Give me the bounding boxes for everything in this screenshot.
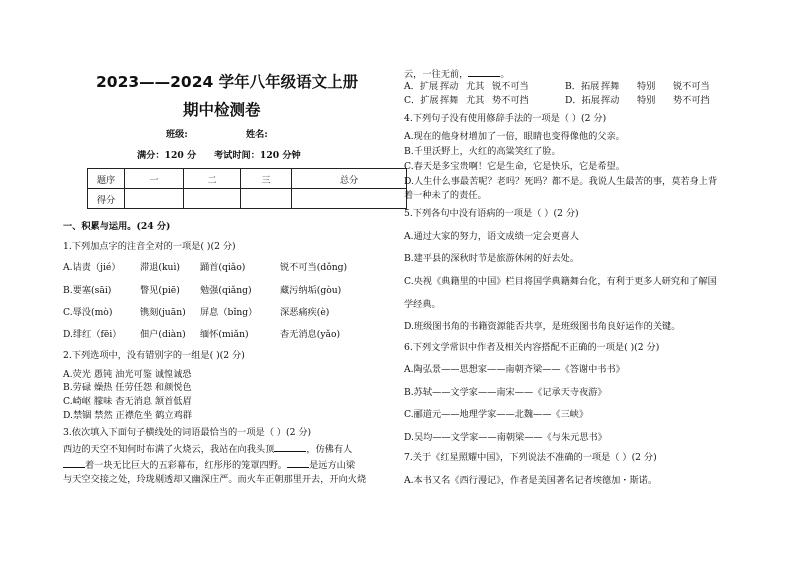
question-option: A.通过大家的努力，语文成绩一定会更喜人 (404, 231, 579, 242)
question-option (565, 81, 710, 93)
option-term: 锐不可当 (673, 81, 710, 92)
question-stem: 3.依次填入下面句子横线处的词语最恰当的一项是（ ）(2 分) (63, 427, 312, 438)
question-option: B.建平县的深秋时节是旅游休闲的好去处。 (404, 253, 580, 264)
option-term: 深恶痛疾(è) (280, 307, 330, 318)
option-term: 藏污纳垢(gòu) (280, 285, 342, 296)
fill-blank[interactable] (274, 442, 306, 452)
option-term: 特别 (637, 81, 656, 92)
score-header-cell: 一 (125, 169, 184, 189)
question-stem: 5.下列各句中没有语病的一项是（ ）(2 分) (404, 208, 579, 219)
option-term: A．扩展 (404, 81, 439, 92)
question-option: D.班级图书角的书籍资源能否共享，是班级图书角良好运作的关键。 (404, 321, 681, 332)
passage-line (63, 442, 352, 456)
option-term: D．拓展 (565, 95, 600, 106)
option-term: D.绯红（fēi） (63, 329, 122, 340)
option-term: 特别 (637, 95, 656, 106)
question-option: 着一种未了的责任。 (404, 190, 487, 201)
option-term: A.诘责（jié） (63, 262, 121, 273)
score-cell[interactable] (292, 189, 407, 209)
question-option (404, 81, 529, 93)
score-header-cell: 二 (184, 169, 241, 189)
option-term: 锐不可当 (492, 81, 529, 92)
question-option: A.本书又名《西行漫记》，作者是美国著名记者埃德加・斯诺。 (404, 475, 658, 486)
score-header-cell: 总分 (292, 169, 407, 189)
option-term: C．扩展 (404, 95, 439, 106)
option-term: B.要塞(sāi) (63, 285, 112, 296)
question-option (404, 95, 529, 107)
option-term: B．拓展 (565, 81, 600, 92)
question-stem: 4.下列句子没有使用修辞手法的一项是（ ）(2 分) (404, 113, 607, 124)
question-option: C.央视《典籍里的中国》栏目将国学典籍舞台化，有利于更多人研究和了解国 (404, 276, 717, 287)
score-header-cell: 题序 (88, 169, 125, 189)
score-cell[interactable] (184, 189, 241, 209)
question-option: C.崎岖 朦味 杳无消息 颔首低眉 (63, 396, 192, 407)
option-term: 踊首(qiǎo) (200, 262, 246, 273)
question-option: B.千里沃野上，火红的高粱笑红了脸。 (404, 146, 561, 157)
passage-text: 云，一往无前， (404, 69, 469, 80)
question-option: C.郦道元——地理学家——北魏——《三峡》 (404, 409, 589, 420)
passage-line: 云，一往无前， 。 (404, 69, 510, 80)
score-table-header-row (88, 169, 407, 189)
score-row-label: 得分 (88, 189, 125, 209)
option-term: 镌刻(juān) (140, 307, 186, 318)
option-term: 尤其 (466, 95, 485, 106)
passage-text: 是远方山梁 (309, 460, 356, 471)
question-option: B.劳碌 燥热 任劳任怨 和颜悦色 (63, 382, 192, 393)
section-heading: 一、积累与运用。(24 分) (63, 221, 171, 232)
option-term: 屏息（bǐng） (200, 307, 258, 318)
option-term: 瞥见(piē) (140, 285, 180, 296)
class-label: 班级: (166, 129, 188, 140)
option-term: 佃户(diàn) (140, 329, 186, 340)
option-term: 挥舞 (601, 81, 620, 92)
option-term: 缅怀(miǎn) (200, 329, 249, 340)
option-term: 挥动 (601, 95, 620, 106)
option-term: 挥动 (440, 81, 459, 92)
score-cell[interactable] (125, 189, 184, 209)
score-cell[interactable] (241, 189, 292, 209)
question-option: A.荧光 愚钝 油光可鉴 诚惶诚恐 (63, 369, 192, 380)
question-option: D.禁锢 禁然 正襟危坐 鹤立鸡群 (63, 410, 192, 421)
name-label: 姓名: (246, 129, 268, 140)
full-score: 满分：120 分 (137, 150, 197, 161)
score-table (87, 168, 407, 209)
passage-text: ，仿佛有人 (306, 444, 353, 455)
question-option (565, 95, 710, 107)
option-term: 杳无消息(yǎo) (280, 329, 341, 340)
option-term: 滞退(kuì) (140, 262, 180, 273)
exam-title-line2: 期中检测卷 (183, 101, 261, 119)
exam-title-line1: 2023——2024 学年八年级语文上册 (96, 73, 359, 91)
option-term: 锐不可当(dǒng) (280, 262, 348, 273)
fill-blank[interactable] (287, 458, 309, 468)
question-stem: 7.关于《红星照耀中国》，下列说法不准确的一项是（ ）(2 分) (404, 452, 657, 463)
fill-blank[interactable] (468, 67, 500, 77)
question-option: 学经典。 (404, 299, 441, 310)
question-stem: 1.下列加点字的注音全对的一项是( )(2 分) (63, 241, 236, 252)
score-table-row (88, 189, 407, 209)
passage-text: 西边的天空不知何时布满了火烧云，我站在向我头顶 (63, 444, 275, 455)
passage-line (63, 458, 355, 472)
passage-text: 着一块无比巨大的五彩幕布，红彤彤的笼罩四野。 (85, 460, 288, 471)
option-term: C.辱没(mò) (63, 307, 113, 318)
question-option: A.陶弘景——思想家——南朝齐梁——《答谢中书书》 (404, 364, 625, 375)
score-header-cell: 三 (241, 169, 292, 189)
passage-line: 与天空交接之处，玲珑剔透却又幽深庄严。而火车正朝那里开去，开向火烧 (63, 474, 367, 485)
question-stem: 2.下列选项中，没有错别字的一组是( )(2 分) (63, 350, 245, 361)
exam-time: 考试时间：120 分钟 (214, 150, 301, 161)
option-term: 势不可挡 (492, 95, 529, 106)
option-term: 势不可挡 (673, 95, 710, 106)
question-stem: 6.下列文学常识中作者及相关内容搭配不正确的一项是( )(2 分) (404, 342, 660, 353)
option-term: 勉强(qiǎng) (200, 285, 252, 296)
option-term: 尤其 (466, 81, 485, 92)
question-option: B.苏轼——文学家——南宋——《记承天寺夜游》 (404, 387, 607, 398)
question-option: C.春天是多宝贵啊！它是生命，它是快乐，它是希望。 (404, 161, 625, 172)
question-option: D.吴均——文学家——南朝梁——《与朱元思书》 (404, 432, 607, 443)
question-option: D.人生什么事最苦呢？老吗？死吗？都不是。我说人生最苦的事，莫若身上背 (404, 176, 718, 187)
fill-blank[interactable] (63, 458, 85, 468)
option-term: 挥舞 (440, 95, 459, 106)
question-option: A.现在的他身材增加了一倍，眼睛也变得像他的父亲。 (404, 131, 625, 142)
